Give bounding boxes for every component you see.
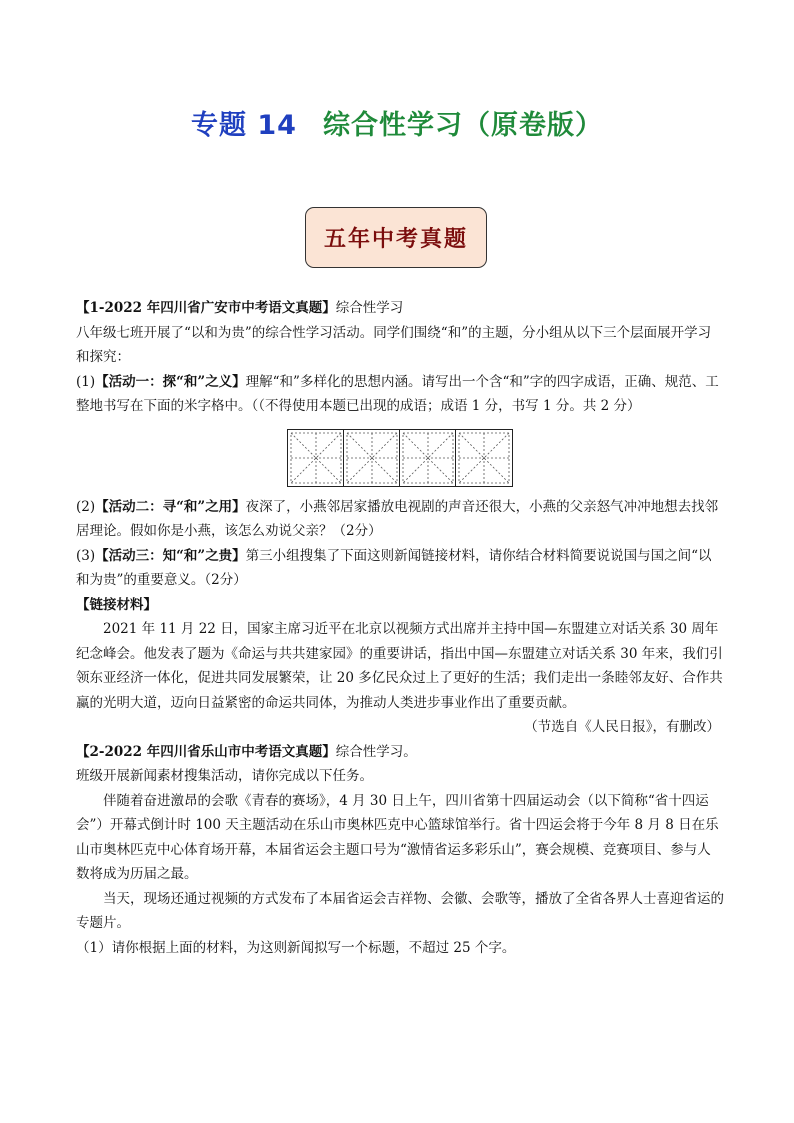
material-title: 【链接材料】 <box>76 596 157 613</box>
activity-label: 【活动二：寻“和”之用】 <box>95 498 246 515</box>
item-text: 第三小组搜集了下面这则新闻链接材料，请你结合材料简要说说国与国之间“以和为贵”的重要意义。（2分） <box>76 547 712 588</box>
material-text: 2021 年 11 月 22 日，国家主席习近平在北京以视频方式出席并主持中国—东盟建立对话关系 30 周年纪念峰会。他发表了题为《命运与共共建家园》的重要讲话，指出中国—东盟建立对话关系 30 年来，我们引领东亚经济一体化，促进共同发展繁荣，让 20 多亿民众过上了更好的生活；我们走出一条睦邻友好、合作共赢的光明大道，迈向日益紧密的命运共同体，为推动人类进步事业作出了重要贡献。 <box>76 621 723 711</box>
q2-heading <box>76 740 724 765</box>
q1-tag-suffix: 综合性学习 <box>335 300 404 316</box>
material-source: （节选自《人民日报》，有删改） <box>524 719 720 735</box>
q2-intro: 班级开展新闻素材搜集活动，请你完成以下任务。 <box>76 768 373 784</box>
q2-paragraph-1: 伴随着奋进激昂的会歌《青春的赛场》，4 月 30 日上午，四川省第十四届运动会（以下简称“省十四运会”）开幕式倒计时 100 天主题活动在乐山市奥林匹克中心篮球馆举行。省十四运会将于今年 8 月 8 日在乐山市奥林匹克中心体育场开幕，本届省运会主题口号为“激情省运多彩乐山”，赛会规模、竞赛项目、参与人数将成为历届之最。 <box>76 792 719 882</box>
section-heading-box <box>305 207 487 268</box>
mizige-grid <box>76 429 724 487</box>
mizige-guide-icon <box>400 430 456 486</box>
q1-item-3 <box>76 544 724 593</box>
item-text: 理解“和”多样化的思想内涵。请写出一个含“和”字的四字成语，正确、规范、工整地书写在下面的米字格中。（（不得使用本题已出现的成语；成语 1 分，书写 1 分。共 2 分） <box>76 373 719 414</box>
mizige-cell[interactable] <box>344 430 400 486</box>
q1-tag: 【1-2022 年四川省广安市中考语文真题】 <box>76 300 336 316</box>
page-title <box>0 103 794 142</box>
activity-label: 【活动三：知“和”之贵】 <box>95 547 246 564</box>
q2-task-1: （1）请你根据上面的材料，为这则新闻拟写一个标题，不超过 25 个字。 <box>76 939 516 956</box>
title-topic-number: 专题 14 <box>191 110 297 141</box>
q1-heading <box>76 296 724 321</box>
mizige-guide-icon <box>288 430 344 486</box>
item-number: (2) <box>76 498 96 515</box>
q1-intro: 八年级七班开展了“以和为贵”的综合性学习活动。同学们围绕“和”的主题，分小组从以下三个层面展开学习和探究： <box>76 324 712 365</box>
question-content <box>76 296 724 960</box>
mizige-cell[interactable] <box>400 430 456 486</box>
item-text: 夜深了，小燕邻居家播放电视剧的声音还很大，小燕的父亲怒气冲冲地想去找邻居理论。假如你是小燕，该怎么劝说父亲？（2分） <box>76 498 719 539</box>
q1-item-1 <box>76 370 724 419</box>
title-topic-name: 综合性学习（原卷版） <box>322 110 603 141</box>
mizige-cell[interactable] <box>288 430 344 486</box>
q2-tag-suffix: 综合性学习。 <box>335 743 417 760</box>
mizige-guide-icon <box>456 430 512 486</box>
q1-item-2 <box>76 495 724 544</box>
mizige-guide-icon <box>344 430 400 486</box>
activity-label: 【活动一：探“和”之义】 <box>95 373 246 390</box>
item-number: (1) <box>76 373 96 390</box>
q2-tag: 【2-2022 年四川省乐山市中考语文真题】 <box>76 743 336 760</box>
q2-paragraph-2: 当天，现场还通过视频的方式发布了本届省运会吉祥物、会徽、会歌等，播放了全省各界人士喜迎省运的专题片。 <box>76 890 724 931</box>
item-number: (3) <box>76 547 96 564</box>
section-heading: 五年中考真题 <box>323 226 468 252</box>
mizige-cell[interactable] <box>456 430 512 486</box>
